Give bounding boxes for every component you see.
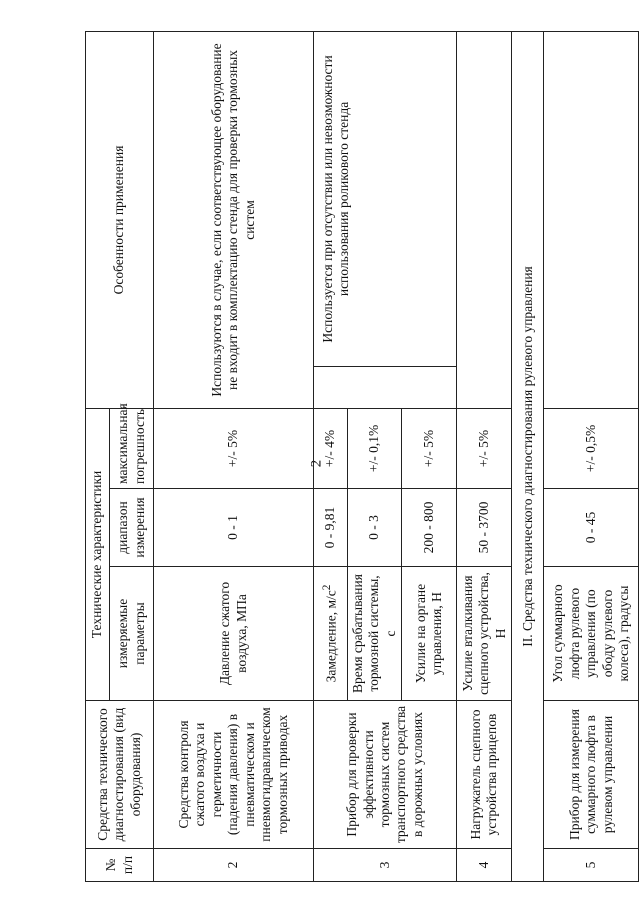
row3-sub1-range: 0 - 9,81 (314, 489, 348, 567)
row3-note: Используется при отсутствии или невозможности использования роликового стенда (314, 31, 457, 366)
header-tool: Средства технического диагностирования (вид оборудования) (86, 701, 154, 849)
header-num: № п/п (86, 849, 154, 882)
row4-param: Усилие вталкивания сцепного устройства, Н (457, 567, 512, 701)
row3-sub2-error: +/- 0,1% (348, 408, 402, 488)
table-header-row (86, 31, 110, 881)
row3-empty-cell-2 (348, 366, 457, 408)
row5-range: 0 - 45 (544, 489, 639, 567)
row3-sub2-range: 0 - 3 (348, 489, 402, 567)
row2-param: Давление сжатого воздуха, МПа (154, 567, 314, 701)
header-params: измеряемые параметры (110, 567, 154, 701)
row3-sub1-param-sup: 2 (321, 584, 334, 591)
row2-tool: Средства контроля сжатого воздуха и герметичности (падения давления) в пневматическом и пневмогидравлическом тормозных приводах (154, 701, 314, 849)
header-tech: Технические характеристики (86, 408, 110, 700)
table-row (154, 31, 314, 881)
row4-note (457, 31, 512, 408)
page-number: 2 (308, 459, 325, 468)
row5-num: 5 (544, 849, 639, 882)
row3-sub1-param-text: Замедление, м/с (323, 590, 339, 683)
header-error: максимальная погрешность (110, 408, 154, 488)
row5-tool: Прибор для измерения суммарного люфта в рулевом управлении (544, 701, 639, 849)
row2-num: 2 (154, 849, 314, 882)
row3-num: 3 (314, 849, 457, 882)
row5-note (544, 31, 639, 408)
row2-error: +/- 5% (154, 408, 314, 488)
row3-sub2-param: Время срабатывания тормозной системы, с (348, 567, 402, 701)
row3-empty-cell (314, 366, 348, 408)
section-2-title: II. Средства технического диагностирования рулевого управления (512, 31, 544, 881)
row5-error: +/- 0,5% (544, 408, 639, 488)
row4-tool: Нагружатель сцепного устройства прицепов (457, 701, 512, 849)
table-row (314, 31, 348, 881)
diagnostic-equipment-table (85, 31, 639, 882)
row3-sub1-error: +/- 4% (314, 408, 348, 488)
row3-sub3-error: +/- 5% (402, 408, 457, 488)
row4-range: 50 - 3700 (457, 489, 512, 567)
row2-range: 0 - 1 (154, 489, 314, 567)
table-row (457, 31, 512, 881)
row4-error: +/- 5% (457, 408, 512, 488)
rotated-table-container (85, 32, 632, 882)
row3-tool: Прибор для проверки эффективности тормозных систем транспортного средства в дорожных условиях (314, 701, 457, 849)
header-range: диапазон измерения (110, 489, 154, 567)
row4-num: 4 (457, 849, 512, 882)
section-row (512, 31, 544, 881)
row3-sub3-param: Усилие на органе управления, Н (402, 567, 457, 701)
table-row (544, 31, 639, 881)
header-notes: Особенности применения (86, 31, 154, 408)
row3-sub1-param (314, 567, 348, 701)
row5-param: Угол суммарного люфта рулевого управления (по ободу рулевого колеса), градусы (544, 567, 639, 701)
row3-sub3-range: 200 - 800 (402, 489, 457, 567)
row2-note: Используются в случае, если соответствующее оборудование не входит в комплектацию стенда для проверки тормозных систем (154, 31, 314, 408)
